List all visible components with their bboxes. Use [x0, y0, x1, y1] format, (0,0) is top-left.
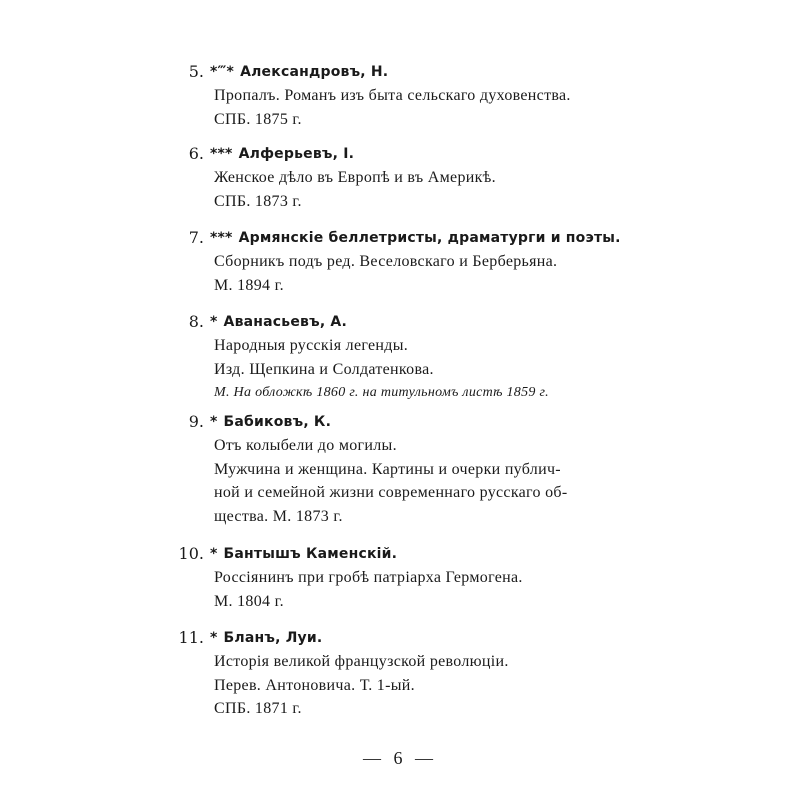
entry-header: [160, 142, 620, 166]
entry-mark: ***: [210, 146, 233, 162]
entry-header: [160, 410, 620, 434]
entry-line: Отъ колыбели до могилы.: [214, 437, 397, 454]
entry-line: СПБ. 1871 г.: [214, 700, 302, 717]
entry-body: [214, 650, 620, 721]
bibliography-entry-11: [160, 626, 620, 721]
entry-heading: [210, 60, 388, 84]
entry-heading: [210, 410, 331, 434]
entry-number: 6.: [188, 144, 204, 163]
entry-line: Женское дѣло въ Европѣ и въ Америкѣ.: [214, 169, 496, 186]
entry-line: М. 1894 г.: [214, 276, 284, 294]
entry-number: 5.: [188, 62, 204, 81]
entry-author: Бантышъ Каменскій.: [223, 546, 398, 562]
entry-line: щества. М. 1873 г.: [214, 507, 343, 525]
entry-body: [214, 334, 620, 405]
entry-author: Алферьевъ, І.: [238, 146, 355, 162]
entry-header: [160, 310, 620, 334]
entry-mark: *: [210, 414, 218, 430]
entry-mark: *: [210, 314, 218, 330]
entry-line: Сборникъ подъ ред. Веселовскаго и Берберьяна.: [214, 253, 558, 270]
entry-line: Пропалъ. Романъ изъ быта сельскаго духовенства.: [214, 87, 571, 104]
entry-mark: *‴*: [210, 64, 235, 80]
bibliography-entry-5: [160, 60, 620, 131]
entry-number: 8.: [188, 312, 204, 331]
entry-header: [160, 626, 620, 650]
entry-mark: *: [210, 546, 218, 562]
bibliography-entry-9: [160, 410, 620, 528]
entry-number: 7.: [188, 228, 204, 247]
entry-header: [160, 226, 620, 250]
entry-header: [160, 542, 620, 566]
entry-note: М. На обложкѣ 1860 г. на титульномъ листѣ 1859 г.: [214, 385, 549, 400]
entry-heading: [210, 626, 322, 650]
entry-author: Бабиковъ, К.: [223, 414, 332, 430]
entry-body: [214, 166, 620, 213]
entry-line: Перев. Антоновича. Т. 1-ый.: [214, 676, 415, 694]
entry-body: [214, 250, 620, 297]
entry-line: Народныя русскія легенды.: [214, 337, 409, 354]
entry-heading: [210, 542, 397, 566]
entry-number: 10.: [178, 544, 204, 563]
entry-heading: [210, 226, 621, 250]
entry-number: 9.: [188, 412, 204, 431]
entry-line: ной и семейной жизни современнаго русскаго об-: [214, 484, 568, 501]
bibliography-entry-6: [160, 142, 620, 213]
entry-author: Александровъ, Н.: [240, 64, 389, 80]
entry-heading: [210, 142, 354, 166]
entry-author: Бланъ, Луи.: [223, 630, 323, 646]
entry-body: [214, 434, 620, 528]
bibliography-entry-8: [160, 310, 620, 405]
entry-mark: ***: [210, 230, 233, 246]
entry-line: Мужчина и женщина. Картины и очерки публич-: [214, 460, 561, 478]
entry-author: Аванасьевъ, А.: [223, 314, 347, 330]
entry-line: СПБ. 1873 г.: [214, 192, 302, 210]
entry-line: М. 1804 г.: [214, 592, 284, 610]
bibliography-entry-10: [160, 542, 620, 613]
entry-author: Армянскіе беллетристы, драматурги и поэты.: [238, 230, 621, 246]
entry-body: [214, 84, 620, 131]
entry-body: [214, 566, 620, 613]
entry-line: Изд. Щепкина и Солдатенкова.: [214, 360, 434, 378]
entry-line: Россіянинъ при гробѣ патріарха Гермогена.: [214, 569, 523, 586]
entry-header: [160, 60, 620, 84]
entry-heading: [210, 310, 347, 334]
entry-line: СПБ. 1875 г.: [214, 110, 302, 128]
entry-number: 11.: [178, 628, 204, 647]
entry-mark: *: [210, 630, 218, 646]
entry-line: Исторія великой французской революціи.: [214, 653, 509, 670]
page-number: — 6 —: [363, 748, 437, 768]
bibliography-entry-7: [160, 226, 620, 297]
